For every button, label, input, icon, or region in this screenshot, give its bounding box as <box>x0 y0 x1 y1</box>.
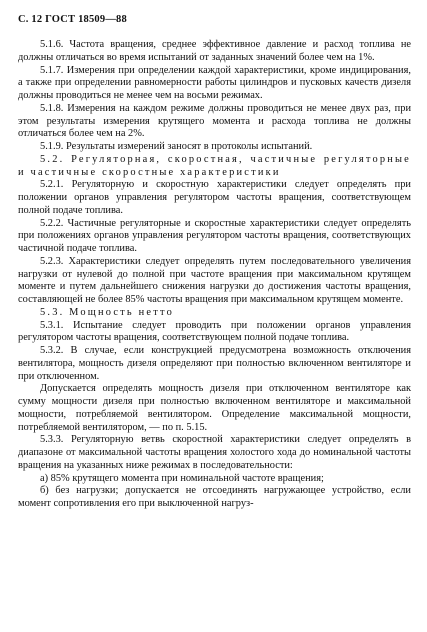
paragraph-5-3-3: 5.3.3. Регуляторную ветвь скоростной характеристики следует определять в диапазоне от максимальной частоты вращения холостого хода до номинальной частоты вращения на указанных ниже режимах в последовательности: <box>18 434 411 471</box>
paragraph-5-1-9: 5.1.9. Результаты измерений заносят в протоколы испытаний. <box>40 141 313 152</box>
paragraph-5-3-2: 5.3.2. В случае, если конструкцией предусмотрена возможность отключения вентилятора, мощность дизеля определяют при полностью включенном вентиляторе и при отключенном. <box>18 345 411 382</box>
list-item-b: б) без нагрузки; допускается не отсоединять нагружающее устройство, если момент сопротивления его при выключенной нагруз- <box>18 485 411 509</box>
document-body <box>18 39 411 511</box>
page-header: С. 12 ГОСТ 18509—88 <box>18 14 127 25</box>
paragraph-5-2-2: 5.2.2. Частичные регуляторные и скоростные характеристики следует определять при положениях органов управления регулятором частоты вращения, соответствующих частичной подаче топлива. <box>18 217 411 254</box>
paragraph-5-3-1: 5.3.1. Испытание следует проводить при положении органов управления регулятором частоты вращения, соответствующем полной подаче топлива. <box>18 319 411 344</box>
list-item-a: а) 85% крутящего момента при номинальной частоте вращения; <box>40 472 324 484</box>
paragraph-5-2-1: 5.2.1. Регуляторную и скоростную характеристики следует определять при положении органов управления регулятором частоты вращения, соответствующем полной подаче топлива. <box>18 179 411 216</box>
paragraph-5-3-2-note: Допускается определять мощность дизеля при отключенном вентиляторе как сумму мощности дизеля при полностью включенном вентиляторе и максимальной мощности, потребляемой вентилятором. Определение максимальной мощности, потребляемой вентилятором, — по п. 5.15. <box>18 383 411 433</box>
paragraph-5-1-7: 5.1.7. Измерения при определении каждой характеристики, кроме индицирования, а также при определении равномерности работы цилиндров и пусковых качеств дизеля должны проводиться не менее чем на восьми режимах. <box>18 64 411 101</box>
paragraph-5-1-6: 5.1.6. Частота вращения, среднее эффективное давление и расход топлива не должны отличаться во время испытаний от заданных значений более чем на 1%. <box>18 39 411 63</box>
section-heading-5-2: 5.2. Регуляторная, скоростная, частичные регуляторные и частичные скоростные характеристики <box>18 153 411 178</box>
paragraph-5-2-3: 5.2.3. Характеристики следует определять путем последовательного увеличения нагрузки от нулевой до полной при частоте вращения при максимальном крутящем моменте и путем дальнейшего снижения нагрузки до достижения частоты вращения, составляющей не более 85% частоты вращения при максимальном крутящем моменте. <box>18 255 411 305</box>
section-heading-5-3: 5.3. Мощность нетто <box>40 306 174 318</box>
paragraph-5-1-8: 5.1.8. Измерения на каждом режиме должны проводиться не менее двух раз, при этом результаты измерения крутящего момента и расхода топлива не должны отличаться более чем на 2%. <box>18 102 411 140</box>
